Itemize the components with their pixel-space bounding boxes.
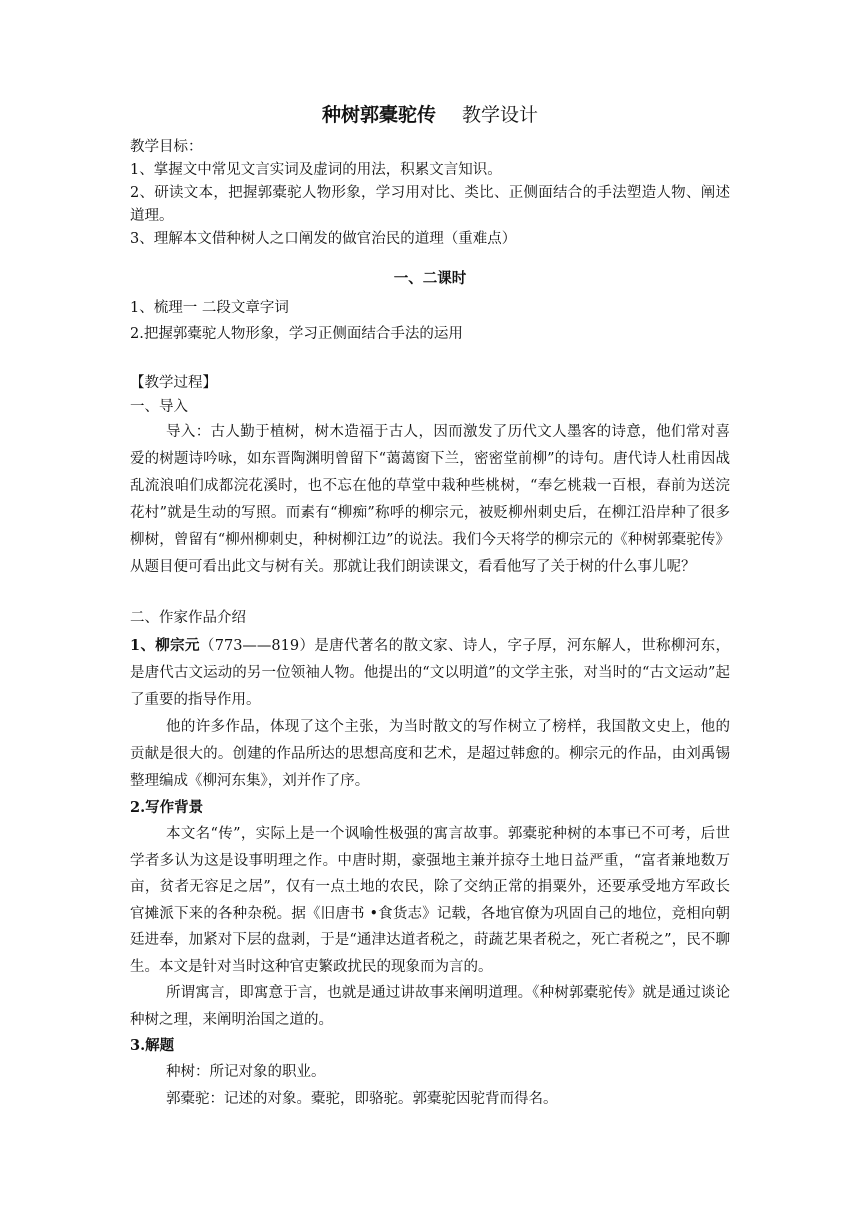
document-page (130, 100, 730, 1112)
explain-paragraph-1: 种树：所记对象的职业。 (166, 1064, 326, 1080)
document-title (130, 100, 730, 130)
intro-paragraph: 导入：古人勤于植树，树木造福于古人，因而激发了历代文人墨客的诗意，他们常对喜爱的树题诗吟咏，如东晋陶渊明曾留下“蔼蔼窗下兰，密密堂前柳”的诗句。唐代诗人杜甫因战乱流浪咱们成都浣花溪时，也不忘在他的草堂中栽种些桃树，“奉乞桃栽一百根，春前为送浣花村”就是生动的写照。而素有“柳痴”称呼的柳宗元，被贬柳州刺史后，在柳江沿岸种了很多柳树，曾留有“柳州柳刺史，种树柳江边”的说法。我们今天将学的柳宗元的《种树郭橐驼传》从题目便可看出此文与树有关。那就让我们朗读课文，看看他写了关于树的什么事儿呢？ (130, 424, 730, 575)
process-heading: 【教学过程】 (130, 375, 217, 391)
author-heading: 二、作家作品介绍 (130, 610, 246, 626)
lesson-item: 2.把握郭橐驼人物形象，学习正侧面结合手法的运用 (130, 326, 463, 342)
goal-item: 1、掌握文中常见文言实词及虚词的用法，积累文言知识。 (130, 162, 502, 178)
background-paragraph-2: 所谓寓言，即寓意于言，也就是通过讲故事来阐明道理。《种树郭橐驼传》就是通过谈论种树之理，来阐明治国之道的。 (130, 985, 730, 1028)
author-paragraph-2: 他的许多作品，体现了这个主张，为当时散文的写作树立了榜样，我国散文史上，他的贡献是很大的。创建的作品所达的思想高度和艺术，是超过韩愈的。柳宗元的作品，由刘禹锡整理编成《柳河东集》，刘并作了序。 (130, 719, 730, 789)
goal-item: 3、理解本文借种树人之口阐发的做官治民的道理（重难点） (130, 231, 517, 247)
lesson-item: 1、梳理一 二段文章字词 (130, 300, 289, 316)
explain-heading: 3.解题 (130, 1037, 175, 1054)
author-paragraph-1 (130, 632, 730, 714)
author-text: （773——819）是唐代著名的散文家、诗人，字子厚，河东解人，世称柳河东，是唐代古文运动的另一位领袖人物。他提出的“文以明道”的文学主张，对当时的“古文运动”起了重要的指导作用。 (130, 638, 730, 708)
author-name-label: 1、柳宗元 (130, 637, 200, 654)
lesson-heading: 一、二课时 (393, 270, 467, 287)
title-main: 种树郭橐驼传 (321, 104, 436, 126)
explain-paragraph-2: 郭橐驼：记述的对象。橐驼，即骆驼。郭橐驼因驼背而得名。 (166, 1090, 558, 1107)
goals-heading: 教学目标： (130, 139, 203, 155)
goal-item: 2、研读文本，把握郭橐驼人物形象，学习用对比、类比、正侧面结合的手法塑造人物、阐述道理。 (130, 185, 730, 224)
background-paragraph-1: 本文名“传”，实际上是一个讽喻性极强的寓言故事。郭橐驼种树的本事已不可考，后世学者多认为这是设事明理之作。中唐时期，豪强地主兼并掠夺土地日益严重，“富者兼地数万亩，贫者无容足之居”，仅有一点土地的农民，除了交纳正常的捐粟外，还要承受地方军政长官摊派下来的各种杂税。据《旧唐书 •食货志》记载，各地官僚为巩固自己的地位，竞相向朝廷进奉，加紧对下层的盘剥，于是“通津达道者税之，莳蔬艺果者税之，死亡者税之”，民不聊生。本文是针对当时这种官吏繁政扰民的现象而为言的。 (130, 826, 730, 975)
intro-heading: 一、导入 (130, 399, 188, 415)
background-heading: 2.写作背景 (130, 799, 204, 816)
title-sub: 教学设计 (462, 104, 539, 126)
